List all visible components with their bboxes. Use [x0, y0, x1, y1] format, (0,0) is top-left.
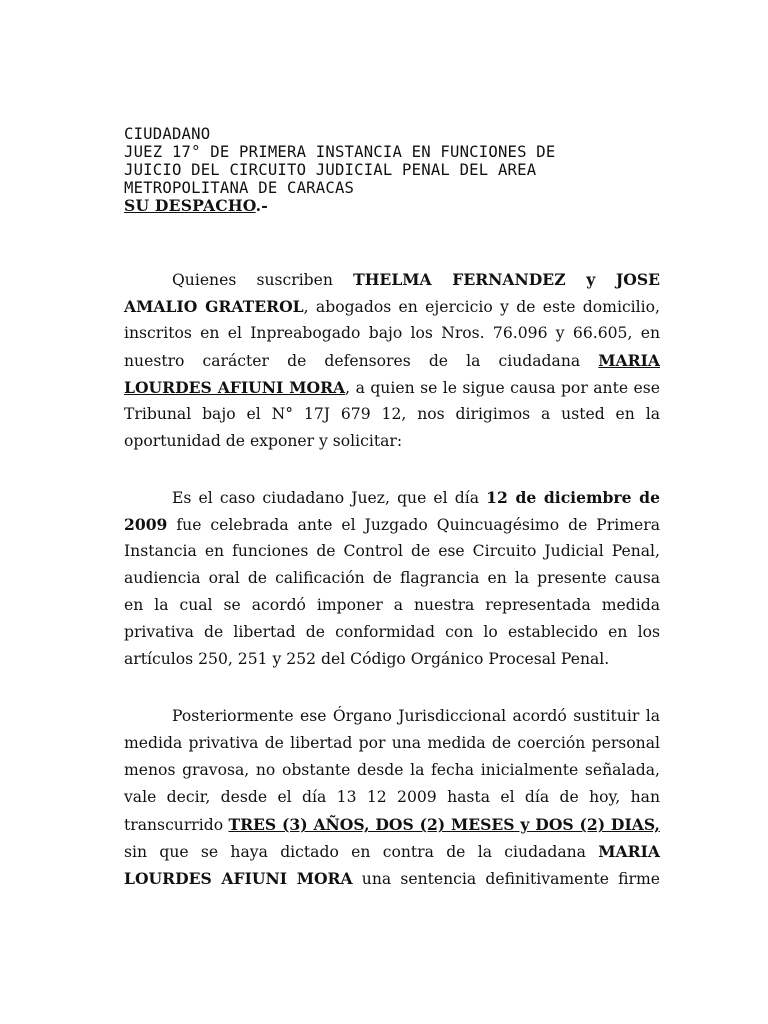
text-line: inscritos en el Inpreabogado bajo los Nros. 76.096 y 66.605, en: [124, 324, 660, 342]
text-run: una sentencia definitivamente firme: [352, 870, 660, 888]
bold-run: LOURDES AFIUNI MORA: [124, 869, 353, 888]
text-line: privativa de libertad de conformidad con lo establecido en los: [124, 623, 660, 641]
header-line: CIUDADANO: [124, 125, 211, 143]
paragraph-1: [124, 266, 660, 455]
text-run: transcurrido: [124, 816, 229, 834]
text-run: Quienes suscriben: [172, 271, 354, 289]
text-line: oportunidad de exponer y solicitar:: [124, 432, 403, 450]
text-run: sin que se haya dictado en contra de la ciudadana: [124, 843, 599, 861]
header-line: JUICIO DEL CIRCUITO JUDICIAL PENAL DEL AREA: [124, 161, 537, 179]
su-despacho-text: SU DESPACHO: [124, 196, 256, 215]
text-run: fue celebrada ante el Juzgado Quincuagésimo de Primera: [167, 516, 660, 534]
text-line: menos gravosa, no obstante desde la fecha inicialmente señalada,: [124, 761, 660, 779]
text-line: en la cual se acordó imponer a nuestra representada medida: [124, 596, 660, 614]
su-despacho-line: [124, 197, 660, 217]
text-line: Posteriormente ese Órgano Jurisdiccional acordó sustituir la: [172, 707, 660, 725]
paragraph-3: [124, 703, 660, 892]
text-line: [124, 374, 660, 401]
bold-run: AMALIO GRATEROL: [124, 297, 304, 316]
text-line: [124, 511, 660, 538]
bold-underlined-run: TRES (3) AÑOS, DOS (2) MESES y DOS (2) DIAS,: [228, 815, 660, 834]
bold-underlined-run: MARIA: [598, 351, 660, 370]
bold-run: MARIA: [598, 842, 660, 861]
bold-run: 2009: [124, 515, 168, 534]
text-line: [124, 865, 660, 892]
text-line: [124, 347, 660, 374]
bold-underlined-run: LOURDES AFIUNI MORA: [124, 378, 346, 397]
text-line: Instancia en funciones de Control de ese Circuito Judicial Penal,: [124, 542, 660, 560]
bold-run: THELMA FERNANDEZ y JOSE: [353, 270, 660, 289]
text-run: nuestro carácter de defensores de la ciudadana: [124, 352, 599, 370]
header-line: JUEZ 17° DE PRIMERA INSTANCIA EN FUNCIONES DE: [124, 143, 556, 161]
addressee-header: [124, 125, 660, 217]
text-line: audiencia oral de calificación de flagrancia en la presente causa: [124, 569, 660, 587]
text-run: , abogados en ejercicio y de este domicilio,: [303, 298, 660, 316]
text-run: , a quien se le sigue causa por ante ese: [345, 379, 660, 397]
text-line: [172, 484, 660, 511]
text-run: Es el caso ciudadano Juez, que el día: [172, 489, 487, 507]
text-line: medida privativa de libertad por una medida de coerción personal: [124, 734, 660, 752]
bold-run: 12 de diciembre de: [486, 488, 660, 507]
text-line: [124, 293, 660, 320]
text-line: artículos 250, 251 y 252 del Código Orgánico Procesal Penal.: [124, 650, 610, 668]
text-line: [172, 266, 660, 293]
text-line: Tribunal bajo el N° 17J 679 12, nos dirigimos a usted en la: [124, 405, 660, 423]
text-line: [124, 838, 660, 865]
text-line: vale decir, desde el día 13 12 2009 hasta el día de hoy, han: [124, 788, 660, 806]
header-line: METROPOLITANA DE CARACAS: [124, 179, 355, 197]
su-despacho-suffix: .-: [255, 196, 268, 215]
paragraph-2: [124, 484, 660, 673]
text-line: [124, 811, 660, 838]
